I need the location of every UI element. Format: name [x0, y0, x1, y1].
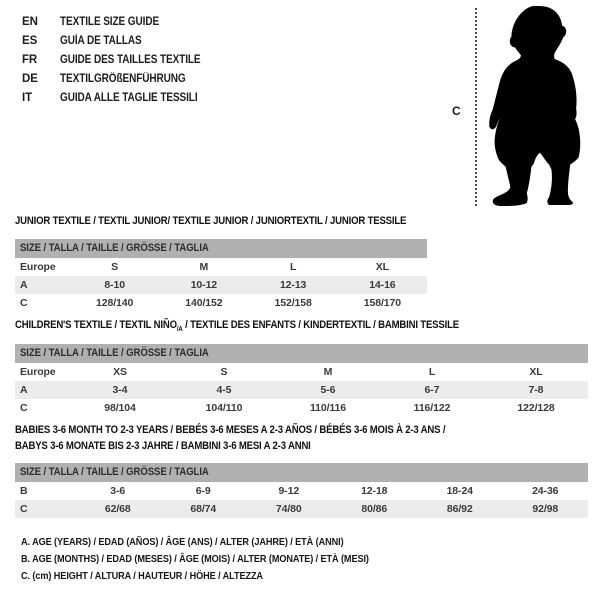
lang-title: TEXTILE SIZE GUIDE [60, 15, 160, 28]
table-row-age: A 8-10 10-12 12-13 14-16 [15, 276, 427, 294]
junior-table-title: JUNIOR TEXTILE / TEXTIL JUNIOR/ TEXTILE JUNIOR / JUNIORTEXTIL / JUNIOR TESSILE [15, 215, 407, 227]
table-row-age: A 3-4 4-5 5-6 6-7 7-8 [15, 381, 588, 399]
measure-label-c: C [452, 104, 461, 118]
footnote-c: C. (cm) HEIGHT / ALTURA / HAUTEUR / HÖHE / ALTEZZA [21, 570, 263, 582]
table-row-age-months: B 3-6 6-9 9-12 12-18 18-24 24-36 [20, 485, 559, 497]
toddler-silhouette-icon [488, 4, 582, 207]
height-measure-line [475, 8, 477, 206]
size-header-band: SIZE / TALLA / TAILLE / GRÖSSE / TAGLIA [15, 344, 588, 363]
table-row-europe: Europe S M L XL [20, 261, 389, 273]
lang-code: FR [22, 53, 38, 66]
babies-size-table [15, 463, 588, 518]
junior-size-table [15, 239, 427, 312]
children-size-table [15, 344, 588, 417]
language-title-list [22, 12, 222, 107]
lang-row-en [22, 12, 222, 31]
nino-a-subscript: /A [176, 326, 183, 334]
table-row-europe: Europe XS S M L XL [20, 366, 543, 378]
size-header-band: SIZE / TALLA / TAILLE / GRÖSSE / TAGLIA [15, 239, 427, 258]
lang-title: GUIDE DES TAILLES TEXTILE [60, 53, 201, 66]
babies-table-title-line1: BABIES 3-6 MONTH TO 2-3 YEARS / BEBÉS 3-6 MESES A 2-3 AÑOS / BÉBÉS 3-6 MOIS À 2-3 ANS / [15, 424, 446, 436]
lang-code: ES [22, 34, 38, 47]
lang-row-de [22, 69, 222, 88]
legend-footnotes [21, 536, 421, 587]
lang-title: TEXTILGRÖßENFÜHRUNG [60, 72, 186, 85]
lang-code: IT [22, 91, 33, 104]
table-row-height: C 62/68 68/74 74/80 80/86 86/92 92/98 [15, 500, 588, 518]
babies-table-title-line2: BABYS 3-6 MONATE BIS 2-3 JAHRE / BAMBINI 3-6 MESI A 2-3 ANNI [15, 440, 311, 452]
size-header-band: SIZE / TALLA / TAILLE / GRÖSSE / TAGLIA [15, 463, 588, 482]
figure-area [440, 0, 600, 215]
table-row-height: C 128/140 140/152 152/158 158/170 [20, 297, 401, 309]
lang-title: GUIDA ALLE TAGLIE TESSILI [60, 91, 198, 104]
footnote-a: A. AGE (YEARS) / EDAD (AÑOS) / ÂGE (ANS) / ALTER (JAHRE) / ETÀ (ANNI) [21, 536, 344, 548]
table-row-height: C 98/104 104/110 110/116 116/122 122/128 [20, 402, 555, 414]
lang-row-it [22, 88, 222, 107]
footnote-b: B. AGE (MONTHS) / EDAD (MESES) / ÂGE (MOIS) / ALTER (MONATE) / ETÀ (MESI) [21, 553, 369, 565]
lang-title: GUÍA DE TALLAS [60, 34, 142, 47]
lang-row-es [22, 31, 222, 50]
lang-row-fr [22, 50, 222, 69]
lang-code: DE [22, 72, 38, 85]
children-table-title: CHILDREN'S TEXTILE / TEXTIL $NIÑO_{/A}$ / TEXTILE DES ENFANTS / KINDERTEXTIL / BAMBINI TESSILE [15, 319, 459, 334]
lang-code: EN [22, 15, 38, 28]
